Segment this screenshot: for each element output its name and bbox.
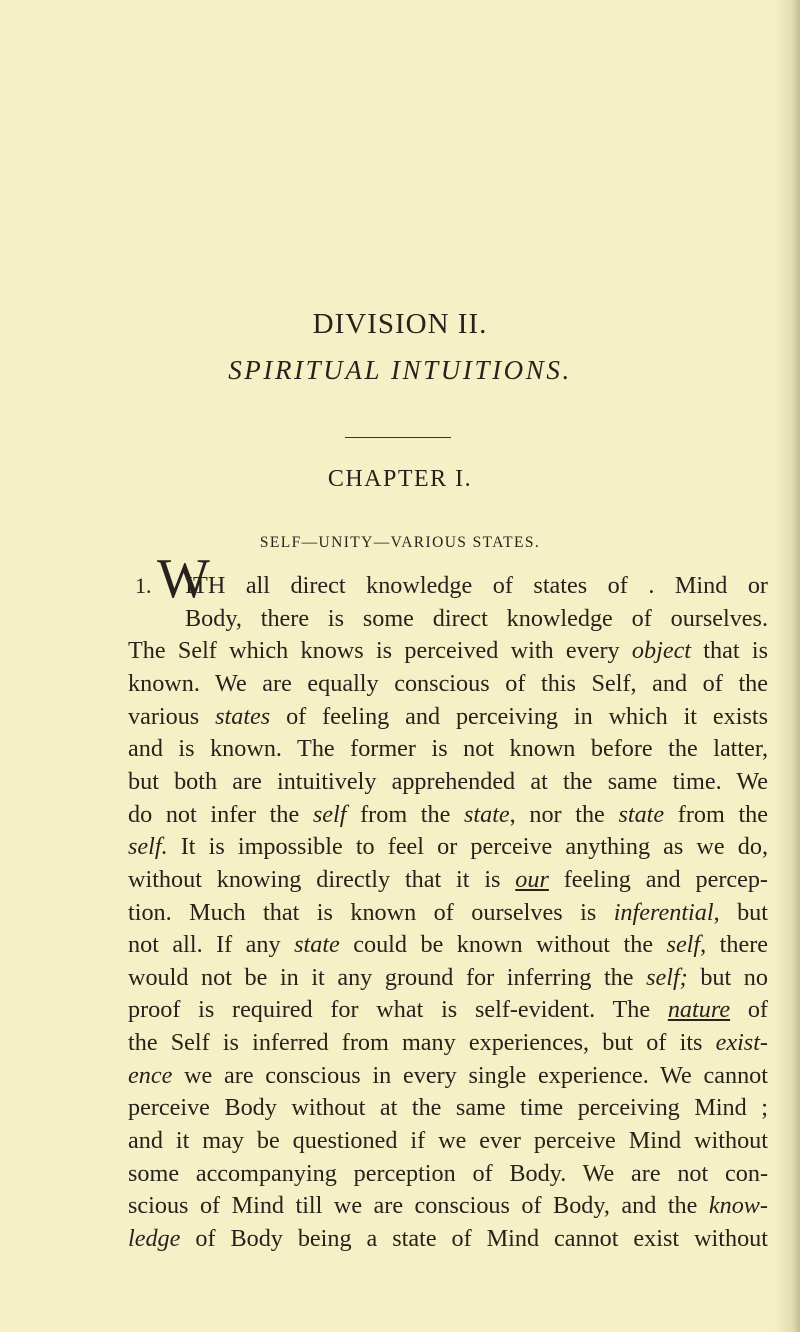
italic-run: ence	[128, 1061, 173, 1089]
italic-run: know-	[708, 1192, 768, 1220]
italic-wrapper	[515, 866, 549, 893]
italic-wrapper	[668, 996, 730, 1023]
text-run: from the	[346, 800, 464, 828]
text-line	[128, 800, 768, 830]
paragraph-number: 1.	[135, 573, 152, 598]
text-run: some accompanying perception of Body. We are not con-	[128, 1159, 768, 1187]
text-line	[128, 734, 768, 764]
text-line	[128, 1028, 768, 1058]
text-run: but both are intuitively apprehended at the same time. We	[128, 767, 768, 795]
text-run: from the	[664, 800, 768, 828]
text-line	[128, 1126, 768, 1156]
text-run: proof is required for what is self-evident. The	[128, 996, 668, 1024]
text-run: feeling and percep-	[548, 865, 768, 893]
text-run: scious of Mind till we are conscious of Body, and the	[128, 1192, 709, 1220]
text-run: of Body being a state of Mind cannot exist without	[180, 1225, 768, 1252]
drop-cap: W	[157, 548, 208, 610]
text-run: do not infer the	[128, 800, 313, 828]
text-run: perceive Body without at the same time perceiving Mind ;	[128, 1094, 768, 1122]
text-line	[128, 702, 768, 732]
italic-run: inferential	[613, 898, 714, 926]
text-run: , nor the	[509, 800, 619, 828]
text-line	[128, 865, 768, 895]
underlined-italic-run: our	[515, 865, 549, 893]
italic-run: state	[463, 800, 510, 828]
text-line	[128, 1159, 768, 1189]
text-run: The Self which knows is perceived with every	[128, 637, 632, 665]
text-run: but no	[687, 963, 768, 991]
italic-run: self;	[646, 963, 688, 991]
text-line	[128, 995, 768, 1025]
italic-run: self.	[128, 833, 168, 861]
italic-run: state	[618, 800, 665, 828]
italic-run: states	[215, 702, 271, 730]
text-run: would not be in it any ground for inferring the	[128, 963, 647, 991]
text-run: It is impossible to feel or perceive anything as we do,	[167, 833, 768, 861]
divider-rule	[345, 437, 451, 438]
text-run: , but	[713, 898, 768, 926]
text-run: of	[730, 996, 768, 1024]
text-run: could be known without the	[339, 931, 667, 959]
text-line	[128, 636, 768, 666]
text-line	[128, 1191, 768, 1221]
text-run: known. We are equally conscious of this Self, and of the	[128, 669, 768, 697]
text-line	[128, 898, 768, 928]
italic-run: state	[294, 931, 340, 959]
text-line	[128, 963, 768, 993]
text-line	[128, 669, 768, 699]
text-run: not all. If any	[128, 931, 295, 959]
italic-run: self	[312, 800, 347, 828]
text-run: Body, there is some direct knowledge of ourselves.	[185, 604, 768, 632]
text-line	[128, 1224, 768, 1254]
italic-run: ledge	[128, 1225, 181, 1252]
text-run: and it may be questioned if we ever perceive Mind without	[128, 1127, 768, 1155]
text-run: various	[128, 702, 216, 730]
italic-run: exist-	[715, 1029, 768, 1057]
italic-run: self	[666, 931, 701, 959]
underlined-italic-run: nature	[667, 996, 731, 1024]
text-line	[128, 930, 768, 960]
text-run: and is known. The former is not known before the latter,	[128, 735, 768, 763]
text-line	[185, 571, 768, 601]
subtitle: SPIRITUAL INTUITIONS.	[228, 355, 572, 385]
text-run: , there	[700, 931, 768, 959]
italic-run: object	[631, 637, 692, 665]
text-line	[128, 1093, 768, 1123]
section-heading: SELF—UNITY—VARIOUS STATES.	[259, 534, 541, 551]
text-run: ITH all direct knowledge of states of . Mind or	[185, 572, 768, 599]
division-title: DIVISION II.	[312, 308, 488, 340]
page-edge-shadow	[774, 0, 800, 1332]
text-run: tion. Much that is known of ourselves is	[128, 898, 614, 926]
text-line	[128, 1061, 768, 1091]
text-run: without knowing directly that it is	[128, 865, 516, 893]
text-line	[128, 832, 768, 862]
text-run: we are conscious in every single experience. We cannot	[172, 1061, 768, 1089]
text-run: of feeling and perceiving in which it exists	[270, 702, 768, 730]
text-line	[128, 767, 768, 797]
text-run: that is	[691, 637, 768, 665]
text-run: the Self is inferred from many experiences, but of its	[128, 1029, 716, 1057]
chapter-title: CHAPTER I.	[327, 466, 473, 492]
text-line	[185, 604, 768, 634]
